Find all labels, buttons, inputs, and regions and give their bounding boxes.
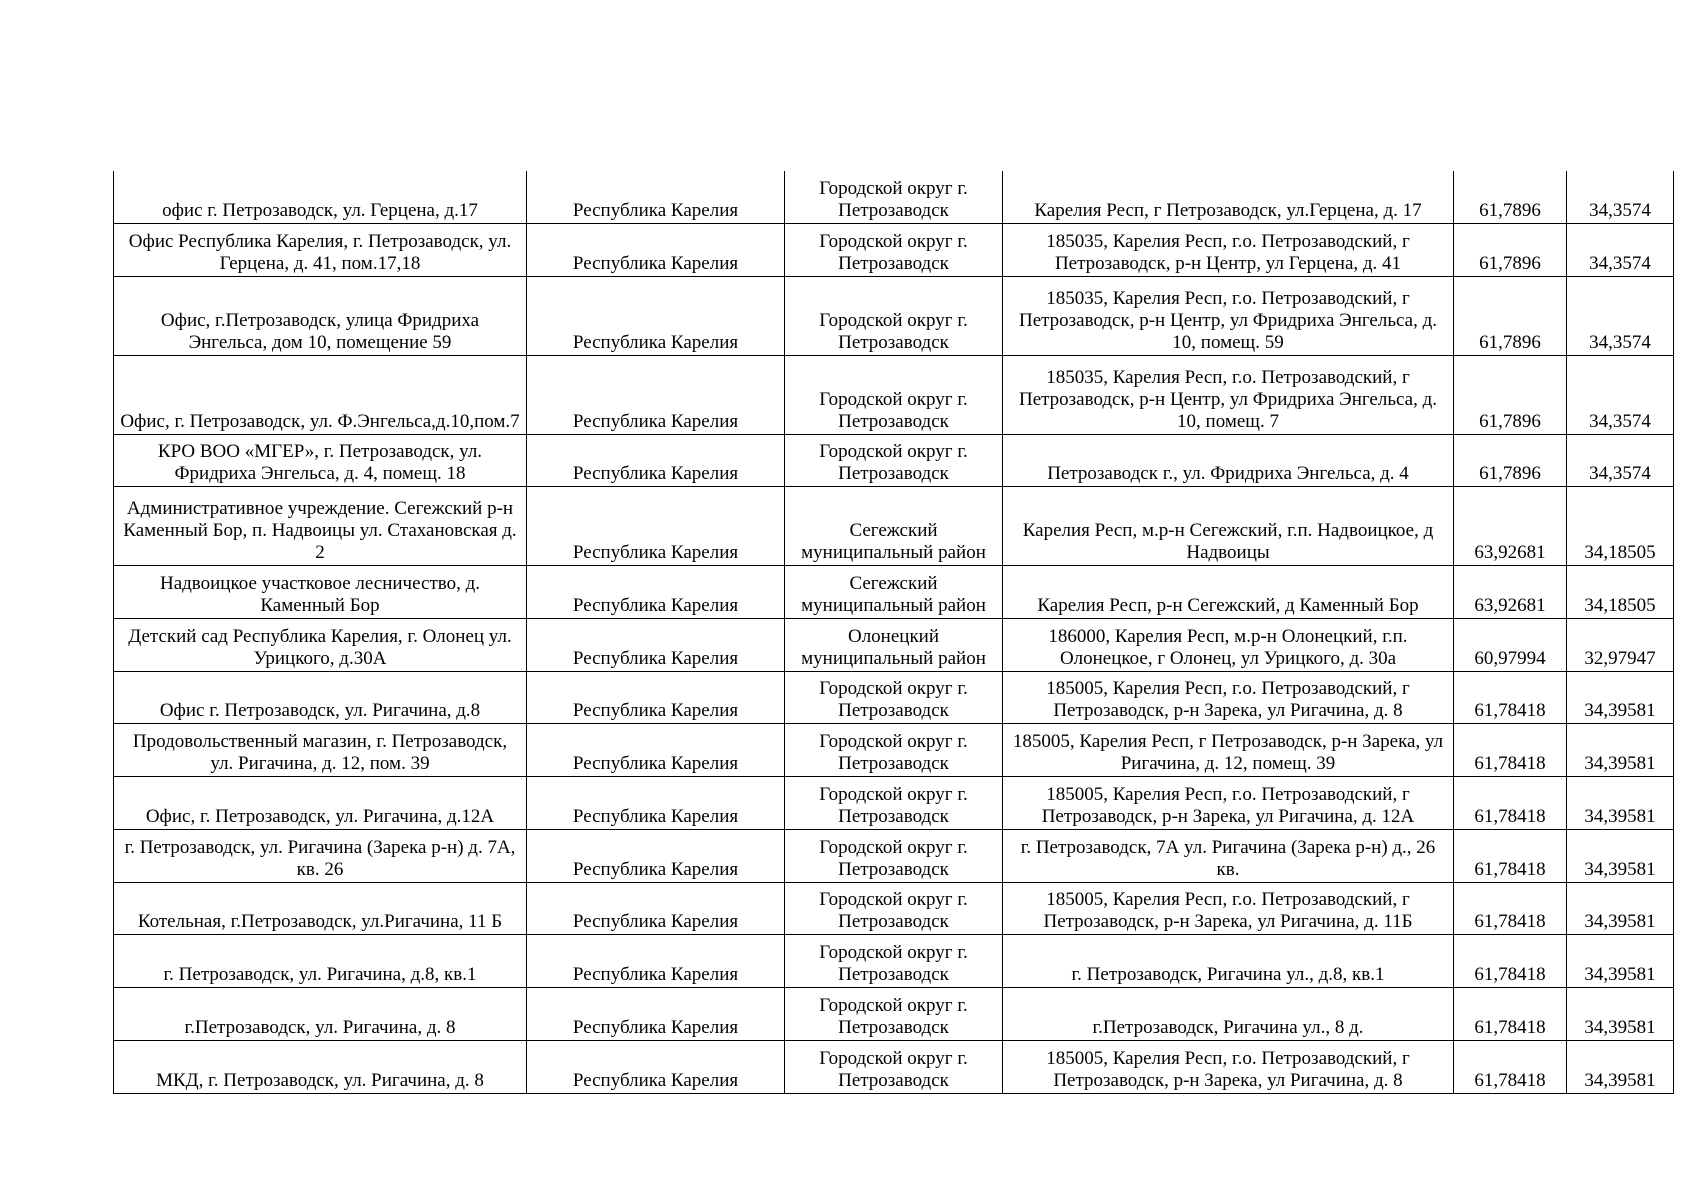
latitude-cell: 63,92681 [1454,565,1567,618]
latitude-cell: 60,97994 [1454,618,1567,671]
latitude-cell: 61,78418 [1454,987,1567,1040]
table-row [114,276,1674,355]
latitude-cell: 61,78418 [1454,671,1567,723]
district-cell: Городской округ г. Петрозаводск [785,434,1003,486]
region-cell: Республика Карелия [527,776,785,829]
region-cell: Республика Карелия [527,934,785,987]
object-name-cell: Офис, г.Петрозаводск, улица Фридриха Энгельса, дом 10, помещение 59 [114,276,527,355]
district-cell: Сегежский муниципальный район [785,565,1003,618]
address-cell: 185005, Карелия Респ, г.о. Петрозаводский, г Петрозаводск, р-н Зарека, ул Ригачина, д. 11Б [1003,882,1454,934]
object-name-cell: Офис, г. Петрозаводск, ул. Ригачина, д.12А [114,776,527,829]
latitude-cell: 61,78418 [1454,882,1567,934]
latitude-cell: 61,7896 [1454,434,1567,486]
latitude-cell: 61,78418 [1454,934,1567,987]
region-cell: Республика Карелия [527,223,785,276]
longitude-cell: 34,39581 [1567,776,1674,829]
table-row [114,355,1674,434]
region-cell: Республика Карелия [527,171,785,223]
object-name-cell: Продовольственный магазин, г. Петрозаводск, ул. Ригачина, д. 12, пом. 39 [114,723,527,776]
region-cell: Республика Карелия [527,1040,785,1093]
address-cell: 185005, Карелия Респ, г Петрозаводск, р-н Зарека, ул Ригачина, д. 12, помещ. 39 [1003,723,1454,776]
object-name-cell: Офис, г. Петрозаводск, ул. Ф.Энгельса,д.10,пом.7 [114,355,527,434]
object-name-cell: Офис г. Петрозаводск, ул. Ригачина, д.8 [114,671,527,723]
table-row [114,223,1674,276]
object-name-cell: офис г. Петрозаводск, ул. Герцена, д.17 [114,171,527,223]
region-cell: Республика Карелия [527,434,785,486]
district-cell: Городской округ г. Петрозаводск [785,355,1003,434]
district-cell: Городской округ г. Петрозаводск [785,671,1003,723]
district-cell: Городской округ г. Петрозаводск [785,987,1003,1040]
district-cell: Сегежский муниципальный район [785,486,1003,565]
latitude-cell: 61,78418 [1454,1040,1567,1093]
table-row [114,829,1674,882]
latitude-cell: 61,7896 [1454,171,1567,223]
longitude-cell: 34,39581 [1567,987,1674,1040]
district-cell: Городской округ г. Петрозаводск [785,1040,1003,1093]
latitude-cell: 63,92681 [1454,486,1567,565]
object-name-cell: КРО ВОО «МГЕР», г. Петрозаводск, ул. Фридриха Энгельса, д. 4, помещ. 18 [114,434,527,486]
region-cell: Республика Карелия [527,486,785,565]
table-row [114,618,1674,671]
object-name-cell: Котельная, г.Петрозаводск, ул.Ригачина, 11 Б [114,882,527,934]
region-cell: Республика Карелия [527,618,785,671]
latitude-cell: 61,7896 [1454,276,1567,355]
region-cell: Республика Карелия [527,987,785,1040]
table-row [114,671,1674,723]
address-cell: г. Петрозаводск, Ригачина ул., д.8, кв.1 [1003,934,1454,987]
district-cell: Городской округ г. Петрозаводск [785,882,1003,934]
region-cell: Республика Карелия [527,355,785,434]
district-cell: Городской округ г. Петрозаводск [785,171,1003,223]
address-cell: 185005, Карелия Респ, г.о. Петрозаводский, г Петрозаводск, р-н Зарека, ул Ригачина, д. 12А [1003,776,1454,829]
address-cell: 185005, Карелия Респ, г.о. Петрозаводский, г Петрозаводск, р-н Зарека, ул Ригачина, д. 8 [1003,1040,1454,1093]
longitude-cell: 34,39581 [1567,882,1674,934]
table-row [114,776,1674,829]
district-cell: Городской округ г. Петрозаводск [785,723,1003,776]
table-row [114,434,1674,486]
address-cell: 186000, Карелия Респ, м.р-н Олонецкий, г.п. Олонецкое, г Олонец, ул Урицкого, д. 30а [1003,618,1454,671]
latitude-cell: 61,78418 [1454,723,1567,776]
region-cell: Республика Карелия [527,882,785,934]
object-name-cell: г. Петрозаводск, ул. Ригачина, д.8, кв.1 [114,934,527,987]
longitude-cell: 34,3574 [1567,171,1674,223]
longitude-cell: 34,39581 [1567,671,1674,723]
district-cell: Городской округ г. Петрозаводск [785,934,1003,987]
latitude-cell: 61,7896 [1454,355,1567,434]
district-cell: Олонецкий муниципальный район [785,618,1003,671]
longitude-cell: 34,3574 [1567,355,1674,434]
table-row [114,171,1674,223]
object-name-cell: г. Петрозаводск, ул. Ригачина (Зарека р-н) д. 7А, кв. 26 [114,829,527,882]
region-cell: Республика Карелия [527,671,785,723]
longitude-cell: 34,3574 [1567,223,1674,276]
longitude-cell: 34,39581 [1567,934,1674,987]
object-name-cell: Надвоицкое участковое лесничество, д. Каменный Бор [114,565,527,618]
district-cell: Городской округ г. Петрозаводск [785,223,1003,276]
object-name-cell: Офис Республика Карелия, г. Петрозаводск, ул. Герцена, д. 41, пом.17,18 [114,223,527,276]
address-cell: 185035, Карелия Респ, г.о. Петрозаводский, г Петрозаводск, р-н Центр, ул Фридриха Энгельса, д. 10, помещ. 59 [1003,276,1454,355]
latitude-cell: 61,78418 [1454,829,1567,882]
objects-table [113,171,1674,1094]
district-cell: Городской округ г. Петрозаводск [785,276,1003,355]
address-cell: 185035, Карелия Респ, г.о. Петрозаводский, г Петрозаводск, р-н Центр, ул Герцена, д. 41 [1003,223,1454,276]
district-cell: Городской округ г. Петрозаводск [785,829,1003,882]
longitude-cell: 34,18505 [1567,565,1674,618]
longitude-cell: 34,39581 [1567,1040,1674,1093]
address-cell: Карелия Респ, м.р-н Сегежский, г.п. Надвоицкое, д Надвоицы [1003,486,1454,565]
address-cell: Карелия Респ, р-н Сегежский, д Каменный Бор [1003,565,1454,618]
longitude-cell: 34,3574 [1567,434,1674,486]
object-name-cell: Детский сад Республика Карелия, г. Олонец ул. Урицкого, д.30А [114,618,527,671]
table-body [114,171,1674,1093]
latitude-cell: 61,7896 [1454,223,1567,276]
address-cell: Петрозаводск г., ул. Фридриха Энгельса, д. 4 [1003,434,1454,486]
longitude-cell: 34,39581 [1567,723,1674,776]
district-cell: Городской округ г. Петрозаводск [785,776,1003,829]
longitude-cell: 34,18505 [1567,486,1674,565]
table-row [114,565,1674,618]
address-cell: Карелия Респ, г Петрозаводск, ул.Герцена, д. 17 [1003,171,1454,223]
longitude-cell: 34,3574 [1567,276,1674,355]
object-name-cell: г.Петрозаводск, ул. Ригачина, д. 8 [114,987,527,1040]
table-row [114,882,1674,934]
longitude-cell: 34,39581 [1567,829,1674,882]
object-name-cell: МКД, г. Петрозаводск, ул. Ригачина, д. 8 [114,1040,527,1093]
table-row [114,723,1674,776]
region-cell: Республика Карелия [527,565,785,618]
address-cell: г. Петрозаводск, 7А ул. Ригачина (Зарека р-н) д., 26 кв. [1003,829,1454,882]
table-row [114,1040,1674,1093]
address-cell: г.Петрозаводск, Ригачина ул., 8 д. [1003,987,1454,1040]
region-cell: Республика Карелия [527,723,785,776]
address-cell: 185005, Карелия Респ, г.о. Петрозаводский, г Петрозаводск, р-н Зарека, ул Ригачина, д. 8 [1003,671,1454,723]
longitude-cell: 32,97947 [1567,618,1674,671]
region-cell: Республика Карелия [527,829,785,882]
region-cell: Республика Карелия [527,276,785,355]
table-row [114,934,1674,987]
table-row [114,987,1674,1040]
object-name-cell: Административное учреждение. Сегежский р-н Каменный Бор, п. Надвоицы ул. Стахановская д. 2 [114,486,527,565]
table-row [114,486,1674,565]
address-cell: 185035, Карелия Респ, г.о. Петрозаводский, г Петрозаводск, р-н Центр, ул Фридриха Энгельса, д. 10, помещ. 7 [1003,355,1454,434]
latitude-cell: 61,78418 [1454,776,1567,829]
